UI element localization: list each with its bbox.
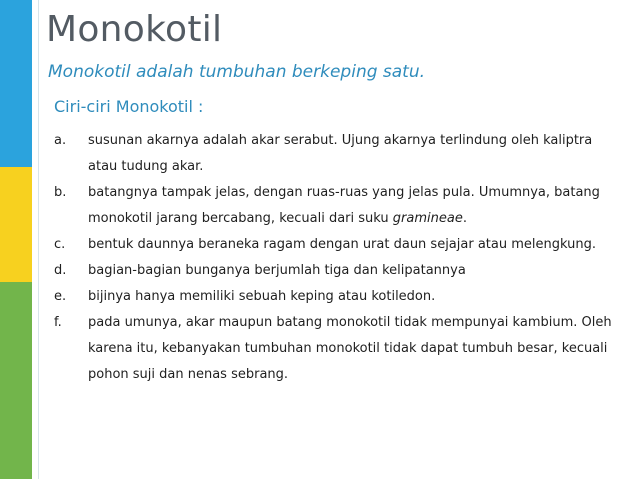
list-item-text-main: batangnya tampak jelas, dengan ruas-ruas yang jelas pula. Umumnya, batang monokotil jarang bercabang, kecuali dari suku [88,185,600,226]
list-marker: c. [54,237,66,252]
list-item [54,284,624,310]
list-item-text-suffix: . [462,211,467,226]
list-heading: Ciri-ciri Monokotil : [54,97,204,116]
list-item-text: bijinya hanya memiliki sebuah keping atau kotiledon. [88,289,436,304]
sidebar-green-segment [0,282,32,479]
color-sidebar [0,0,32,479]
characteristics-list [54,128,624,388]
slide-content [54,96,624,388]
list-item [54,232,624,258]
list-marker: b. [54,185,67,200]
list-item-text: susunan akarnya adalah akar serabut. Ujung akarnya terlindung oleh kaliptra atau tudung akar. [88,133,593,174]
list-item [54,128,624,180]
list-marker: e. [54,289,67,304]
vertical-divider [38,0,39,479]
list-item [54,310,624,388]
list-item [54,180,624,232]
list-marker: f. [54,315,62,330]
list-item-text: bentuk daunnya beraneka ragam dengan urat daun sejajar atau melengkung. [88,237,596,252]
list-item-text: pada umunya, akar maupun batang monokotil tidak mempunyai kambium. Oleh karena itu, kebanyakan tumbuhan monokotil tidak dapat tumbuh besar, kecuali pohon suji dan nenas sebrang. [88,315,612,382]
slide-subtitle: Monokotil adalah tumbuhan berkeping satu. [48,62,426,82]
list-item-text [88,180,624,232]
italic-term: gramineae [392,211,463,226]
sidebar-blue-segment [0,0,32,167]
slide-title: Monokotil [46,9,223,50]
sidebar-yellow-segment [0,167,32,282]
list-item [54,258,624,284]
list-marker: d. [54,263,67,278]
list-marker: a. [54,133,67,148]
list-item-text: bagian-bagian bunganya berjumlah tiga dan kelipatannya [88,263,466,278]
